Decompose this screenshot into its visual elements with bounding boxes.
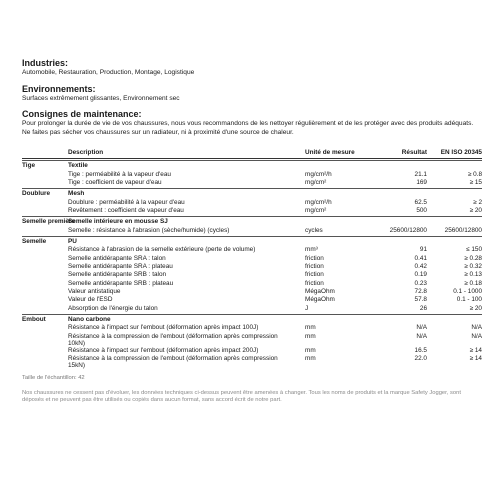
table-row — [22, 305, 482, 313]
row-iso: ≥ 14 — [469, 346, 482, 354]
table-row — [22, 255, 482, 263]
row-unit: mm — [305, 346, 316, 354]
row-description: Résistance à l'abrasion de la semelle extérieure (perte de volume) — [68, 246, 256, 254]
row-result: 21.1 — [414, 170, 427, 178]
group-category: Semelle première — [22, 218, 75, 226]
table-row — [22, 179, 482, 187]
table-row — [22, 171, 482, 179]
group-material: Nano carbone — [68, 315, 111, 323]
header-iso: EN ISO 20345 — [440, 149, 482, 156]
group-material: Mesh — [68, 190, 85, 198]
row-unit: MégaOhm — [305, 296, 335, 304]
row-iso: ≤ 150 — [466, 246, 482, 254]
row-result: 0.23 — [414, 279, 427, 287]
row-description: Absorption de l'énergie du talon — [68, 304, 158, 312]
row-iso: N/A — [471, 324, 482, 332]
table-row — [22, 288, 482, 296]
header-description: Description — [68, 149, 104, 156]
group-category: Embout — [22, 315, 46, 323]
row-iso: ≥ 2 — [473, 198, 482, 206]
sample-size: Taille de l'échantillon: 42 — [22, 374, 85, 381]
row-result: 0.42 — [414, 263, 427, 271]
group-row — [22, 160, 482, 171]
disclaimer: Nos chaussures ne cessent pas d'évoluer, les données techniques ci-dessus peuvent être amenées à changer. Tous les noms de produits et la marque Safety Jogger, sont déposés et ne peuvent pas être utilisés ou copiés dans aucun format, sans accord écrit de notre part. — [22, 389, 461, 404]
row-result: 16.5 — [414, 346, 427, 354]
row-description: Résistance à l'impact sur l'embout (déformation après impact 200J) — [68, 346, 259, 354]
row-description: Résistance à la compression de l'embout (déformation après compression 15kN) — [68, 354, 278, 369]
row-unit: friction — [305, 254, 324, 262]
row-description: Semelle antidérapante SRB : talon — [68, 271, 167, 279]
row-unit: mg/cm² — [305, 178, 327, 186]
row-iso: ≥ 0.32 — [464, 263, 482, 271]
table-row — [22, 271, 482, 279]
row-iso: ≥ 0.13 — [464, 271, 482, 279]
table-row — [22, 207, 482, 215]
row-unit: mm — [305, 332, 316, 340]
table-row — [22, 227, 482, 235]
row-unit: mg/cm²/h — [305, 170, 332, 178]
row-result: 91 — [419, 246, 427, 254]
row-unit: friction — [305, 279, 324, 287]
row-description: Tige : coefficient de vapeur d'eau — [68, 178, 162, 186]
table-row — [22, 199, 482, 207]
row-unit: MégaOhm — [305, 287, 335, 295]
row-unit: mm — [305, 354, 316, 362]
row-iso: ≥ 20 — [469, 206, 482, 214]
table-row — [22, 333, 482, 347]
row-description: Revêtement : coefficient de vapeur d'eau — [68, 206, 184, 214]
row-unit: cycles — [305, 226, 323, 234]
row-result: 0.41 — [414, 254, 427, 262]
row-result: 169 — [416, 178, 427, 186]
row-result: 500 — [416, 206, 427, 214]
table-header — [22, 147, 482, 159]
row-iso: ≥ 14 — [469, 354, 482, 362]
row-iso: 0.1 - 1000 — [453, 287, 482, 295]
row-description: Tige : perméabilité à la vapeur d'eau — [68, 170, 171, 178]
row-result: 57.8 — [414, 296, 427, 304]
row-iso: N/A — [471, 332, 482, 340]
group-row — [22, 216, 482, 227]
table-row — [22, 324, 482, 332]
row-iso: ≥ 20 — [469, 304, 482, 312]
spec-sheet — [22, 58, 482, 405]
row-unit: friction — [305, 271, 324, 279]
row-result: N/A — [416, 332, 427, 340]
row-description: Semelle antidérapante SRB : plateau — [68, 279, 174, 287]
header-unit: Unité de mesure — [305, 149, 355, 156]
row-description: Valeur de l'ESD — [68, 296, 113, 304]
table-row — [22, 280, 482, 288]
row-description: Résistance à la compression de l'embout (déformation après compression 10kN) — [68, 332, 278, 347]
group-category: Tige — [22, 162, 36, 169]
row-iso: 25600/12800 — [444, 226, 482, 234]
environments-text: Surfaces extrêmement glissantes, Environnement sec — [22, 94, 180, 102]
table-row — [22, 355, 482, 369]
row-result: 62.5 — [414, 198, 427, 206]
row-description: Semelle antidérapante SRA : talon — [68, 254, 166, 262]
table-body — [22, 160, 482, 369]
row-result: 72.8 — [414, 287, 427, 295]
maintenance-heading: Consignes de maintenance: — [22, 109, 142, 119]
group-material: Semelle intérieure en mousse SJ — [68, 218, 168, 226]
group-category: Semelle — [22, 237, 47, 245]
row-iso: ≥ 0.28 — [464, 254, 482, 262]
row-result: 22.0 — [414, 354, 427, 362]
group-row — [22, 236, 482, 247]
row-unit: mm³ — [305, 246, 318, 254]
industries-heading: Industries: — [22, 58, 69, 68]
spec-table — [22, 147, 482, 369]
row-unit: friction — [305, 263, 324, 271]
row-description: Valeur antistatique — [68, 287, 121, 295]
row-unit: mg/cm²/h — [305, 198, 332, 206]
row-description: Doublure : perméabilité à la vapeur d'eau — [68, 198, 185, 206]
group-category: Doublure — [22, 190, 51, 198]
row-description: Semelle antidérapante SRA : plateau — [68, 263, 173, 271]
row-result: 25600/12800 — [389, 226, 427, 234]
group-row — [22, 314, 482, 325]
row-result: 26 — [419, 304, 427, 312]
row-iso: ≥ 0.18 — [464, 279, 482, 287]
table-row — [22, 347, 482, 355]
table-row — [22, 263, 482, 271]
row-unit: mg/cm² — [305, 206, 327, 214]
row-description: Semelle : résistance à l'abrasion (sèche/humide) (cycles) — [68, 226, 230, 234]
row-result: 0.19 — [414, 271, 427, 279]
group-material: PU — [68, 237, 77, 245]
environments-heading: Environnements: — [22, 83, 96, 94]
row-iso: ≥ 0.8 — [467, 170, 482, 178]
group-row — [22, 188, 482, 199]
row-result: N/A — [416, 324, 427, 332]
table-row — [22, 296, 482, 304]
row-iso: ≥ 15 — [469, 178, 482, 186]
row-description: Résistance à l'impact sur l'embout (déformation après impact 100J) — [68, 324, 259, 332]
header-result: Résultat — [401, 149, 427, 156]
row-unit: mm — [305, 324, 316, 332]
row-unit: J — [305, 304, 309, 312]
maintenance-text: Pour prolonger la durée de vie de vos chaussures, nous vous recommandons de les nettoyer régulièrement et de les protéger avec des produits adéquats. Ne faites pas sécher vos chaussures sur un radiateur, ni à proximité d'une source de chaleur. — [22, 120, 474, 136]
group-material: Textile — [68, 162, 88, 169]
row-iso: 0.1 - 100 — [456, 296, 482, 304]
industries-text: Automobile, Restauration, Production, Montage, Logistique — [22, 69, 195, 76]
table-row — [22, 246, 482, 254]
